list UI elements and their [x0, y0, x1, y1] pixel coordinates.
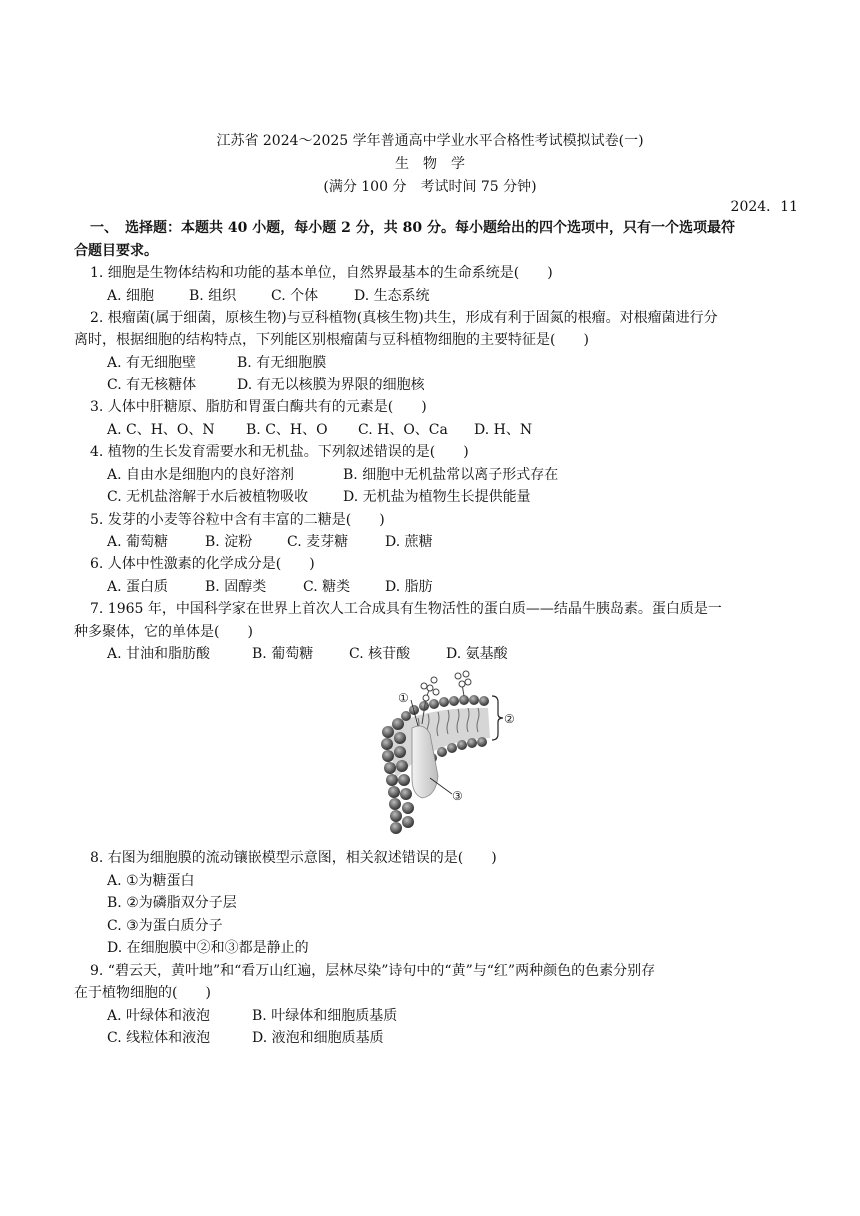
option-b: B. 细胞中无机盐常以离子形式存在 — [343, 467, 559, 483]
question-7-stem-line1: 7. 1965 年，中国科学家在世界上首次人工合成具有生物活性的蛋白质——结晶牛胰岛素。蛋白质是一 — [90, 601, 722, 617]
question-7-options — [107, 645, 508, 663]
option-a: A. 有无细胞壁 — [107, 355, 197, 371]
option-a: A. 蛋白质 — [107, 579, 169, 595]
option-d: D. 有无以核膜为界限的细胞核 — [237, 377, 425, 393]
option-d: D. H、N — [474, 422, 533, 438]
option-c: C. 核苷酸 — [349, 646, 411, 662]
figure-label-1: ① — [398, 691, 409, 705]
option-d: D. 脂肪 — [385, 579, 433, 595]
question-8-option-d: D. 在细胞膜中②和③都是静止的 — [107, 940, 309, 956]
option-a: A. 甘油和脂肪酸 — [107, 646, 211, 662]
option-b: B. 淀粉 — [205, 534, 253, 550]
question-1-stem: 1. 细胞是生物体结构和功能的基本单位，自然界最基本的生命系统是( ) — [90, 265, 553, 281]
option-d: D. 生态系统 — [354, 288, 430, 304]
figure-label-2: ② — [504, 712, 515, 726]
option-a: A. 葡萄糖 — [107, 534, 169, 550]
option-d: D. 蔗糖 — [385, 534, 433, 550]
question-4-options-row2 — [107, 488, 531, 506]
option-c: C. 线粒体和液泡 — [107, 1030, 211, 1046]
question-9-stem-line2: 在于植物细胞的( ) — [74, 985, 211, 1001]
option-d: D. 氨基酸 — [446, 646, 508, 662]
question-4-stem: 4. 植物的生长发育需要水和无机盐。下列叙述错误的是( ) — [90, 444, 469, 460]
exam-info: (满分 100 分 考试时间 75 分钟) — [323, 179, 537, 195]
option-c: C. 有无核糖体 — [107, 377, 197, 393]
exam-date: 2024．11 — [730, 199, 798, 215]
option-b: B. C、H、O — [246, 422, 328, 438]
question-8-option-c: C. ③为蛋白质分子 — [107, 918, 223, 934]
option-a: A. 自由水是细胞内的良好溶剂 — [107, 467, 295, 483]
option-b: B. 有无细胞膜 — [237, 355, 327, 371]
option-c: C. H、O、Ca — [358, 422, 448, 438]
question-2-options-row2 — [107, 376, 425, 394]
question-2-options-row1 — [107, 354, 326, 372]
question-8-option-a: A. ①为糖蛋白 — [107, 873, 195, 889]
question-1-options — [107, 287, 430, 305]
question-9-options-row2 — [107, 1029, 384, 1047]
question-2-stem-line2: 离时，根据细胞的结构特点，下列能区别根瘤菌与豆科植物细胞的主要特征是( ) — [74, 332, 589, 348]
option-b: B. 葡萄糖 — [252, 646, 314, 662]
option-b: B. 组织 — [189, 288, 237, 304]
question-6-options — [107, 578, 433, 596]
subject-title: 生 物 学 — [395, 156, 465, 172]
question-8-stem: 8. 右图为细胞膜的流动镶嵌模型示意图，相关叙述错误的是( ) — [90, 850, 497, 866]
question-9-stem-line1: 9. “碧云天，黄叶地”和“看万山红遍，层林尽染”诗句中的“黄”与“红”两种颜色的色素分别存 — [90, 963, 656, 979]
option-a: A. 细胞 — [107, 288, 155, 304]
question-2-stem-line1: 2. 根瘤菌(属于细菌，原核生物)与豆科植物(真核生物)共生，形成有利于固氮的根瘤。对根瘤菌进行分 — [90, 310, 718, 326]
exam-title: 江苏省 2024～2025 学年普通高中学业水平合格性考试模拟试卷(一) — [216, 133, 644, 149]
question-3-stem: 3. 人体中肝糖原、脂肪和胃蛋白酶共有的元素是( ) — [90, 399, 427, 415]
question-8-option-b: B. ②为磷脂双分子层 — [107, 895, 237, 911]
section-heading-line2: 合题目要求。 — [74, 243, 158, 259]
question-3-options — [107, 421, 532, 439]
option-a: A. C、H、O、N — [107, 422, 215, 438]
question-4-options-row1 — [107, 466, 558, 484]
option-b: B. 固醇类 — [205, 579, 267, 595]
question-7-stem-line2: 种多聚体，它的单体是( ) — [74, 624, 253, 640]
question-5-stem: 5. 发芽的小麦等谷粒中含有丰富的二糖是( ) — [90, 512, 385, 528]
option-b: B. 叶绿体和细胞质基质 — [252, 1008, 398, 1024]
option-c: C. 个体 — [271, 288, 319, 304]
cell-membrane-figure — [378, 668, 518, 843]
option-c: C. 糖类 — [303, 579, 351, 595]
question-9-options-row1 — [107, 1007, 397, 1025]
option-d: D. 无机盐为植物生长提供能量 — [343, 489, 531, 505]
option-c: C. 麦芽糖 — [287, 534, 349, 550]
option-d: D. 液泡和细胞质基质 — [252, 1030, 384, 1046]
option-c: C. 无机盐溶解于水后被植物吸收 — [107, 489, 309, 505]
section-heading-line1: 一、 选择题：本题共 40 小题，每小题 2 分，共 80 分。每小题给出的四个选项中，只有一个选项最符 — [90, 220, 735, 236]
membrane-diagram — [378, 668, 518, 843]
figure-label-3: ③ — [452, 789, 463, 803]
question-5-options — [107, 533, 433, 551]
question-6-stem: 6. 人体中性激素的化学成分是( ) — [90, 556, 315, 572]
option-a: A. 叶绿体和液泡 — [107, 1008, 211, 1024]
